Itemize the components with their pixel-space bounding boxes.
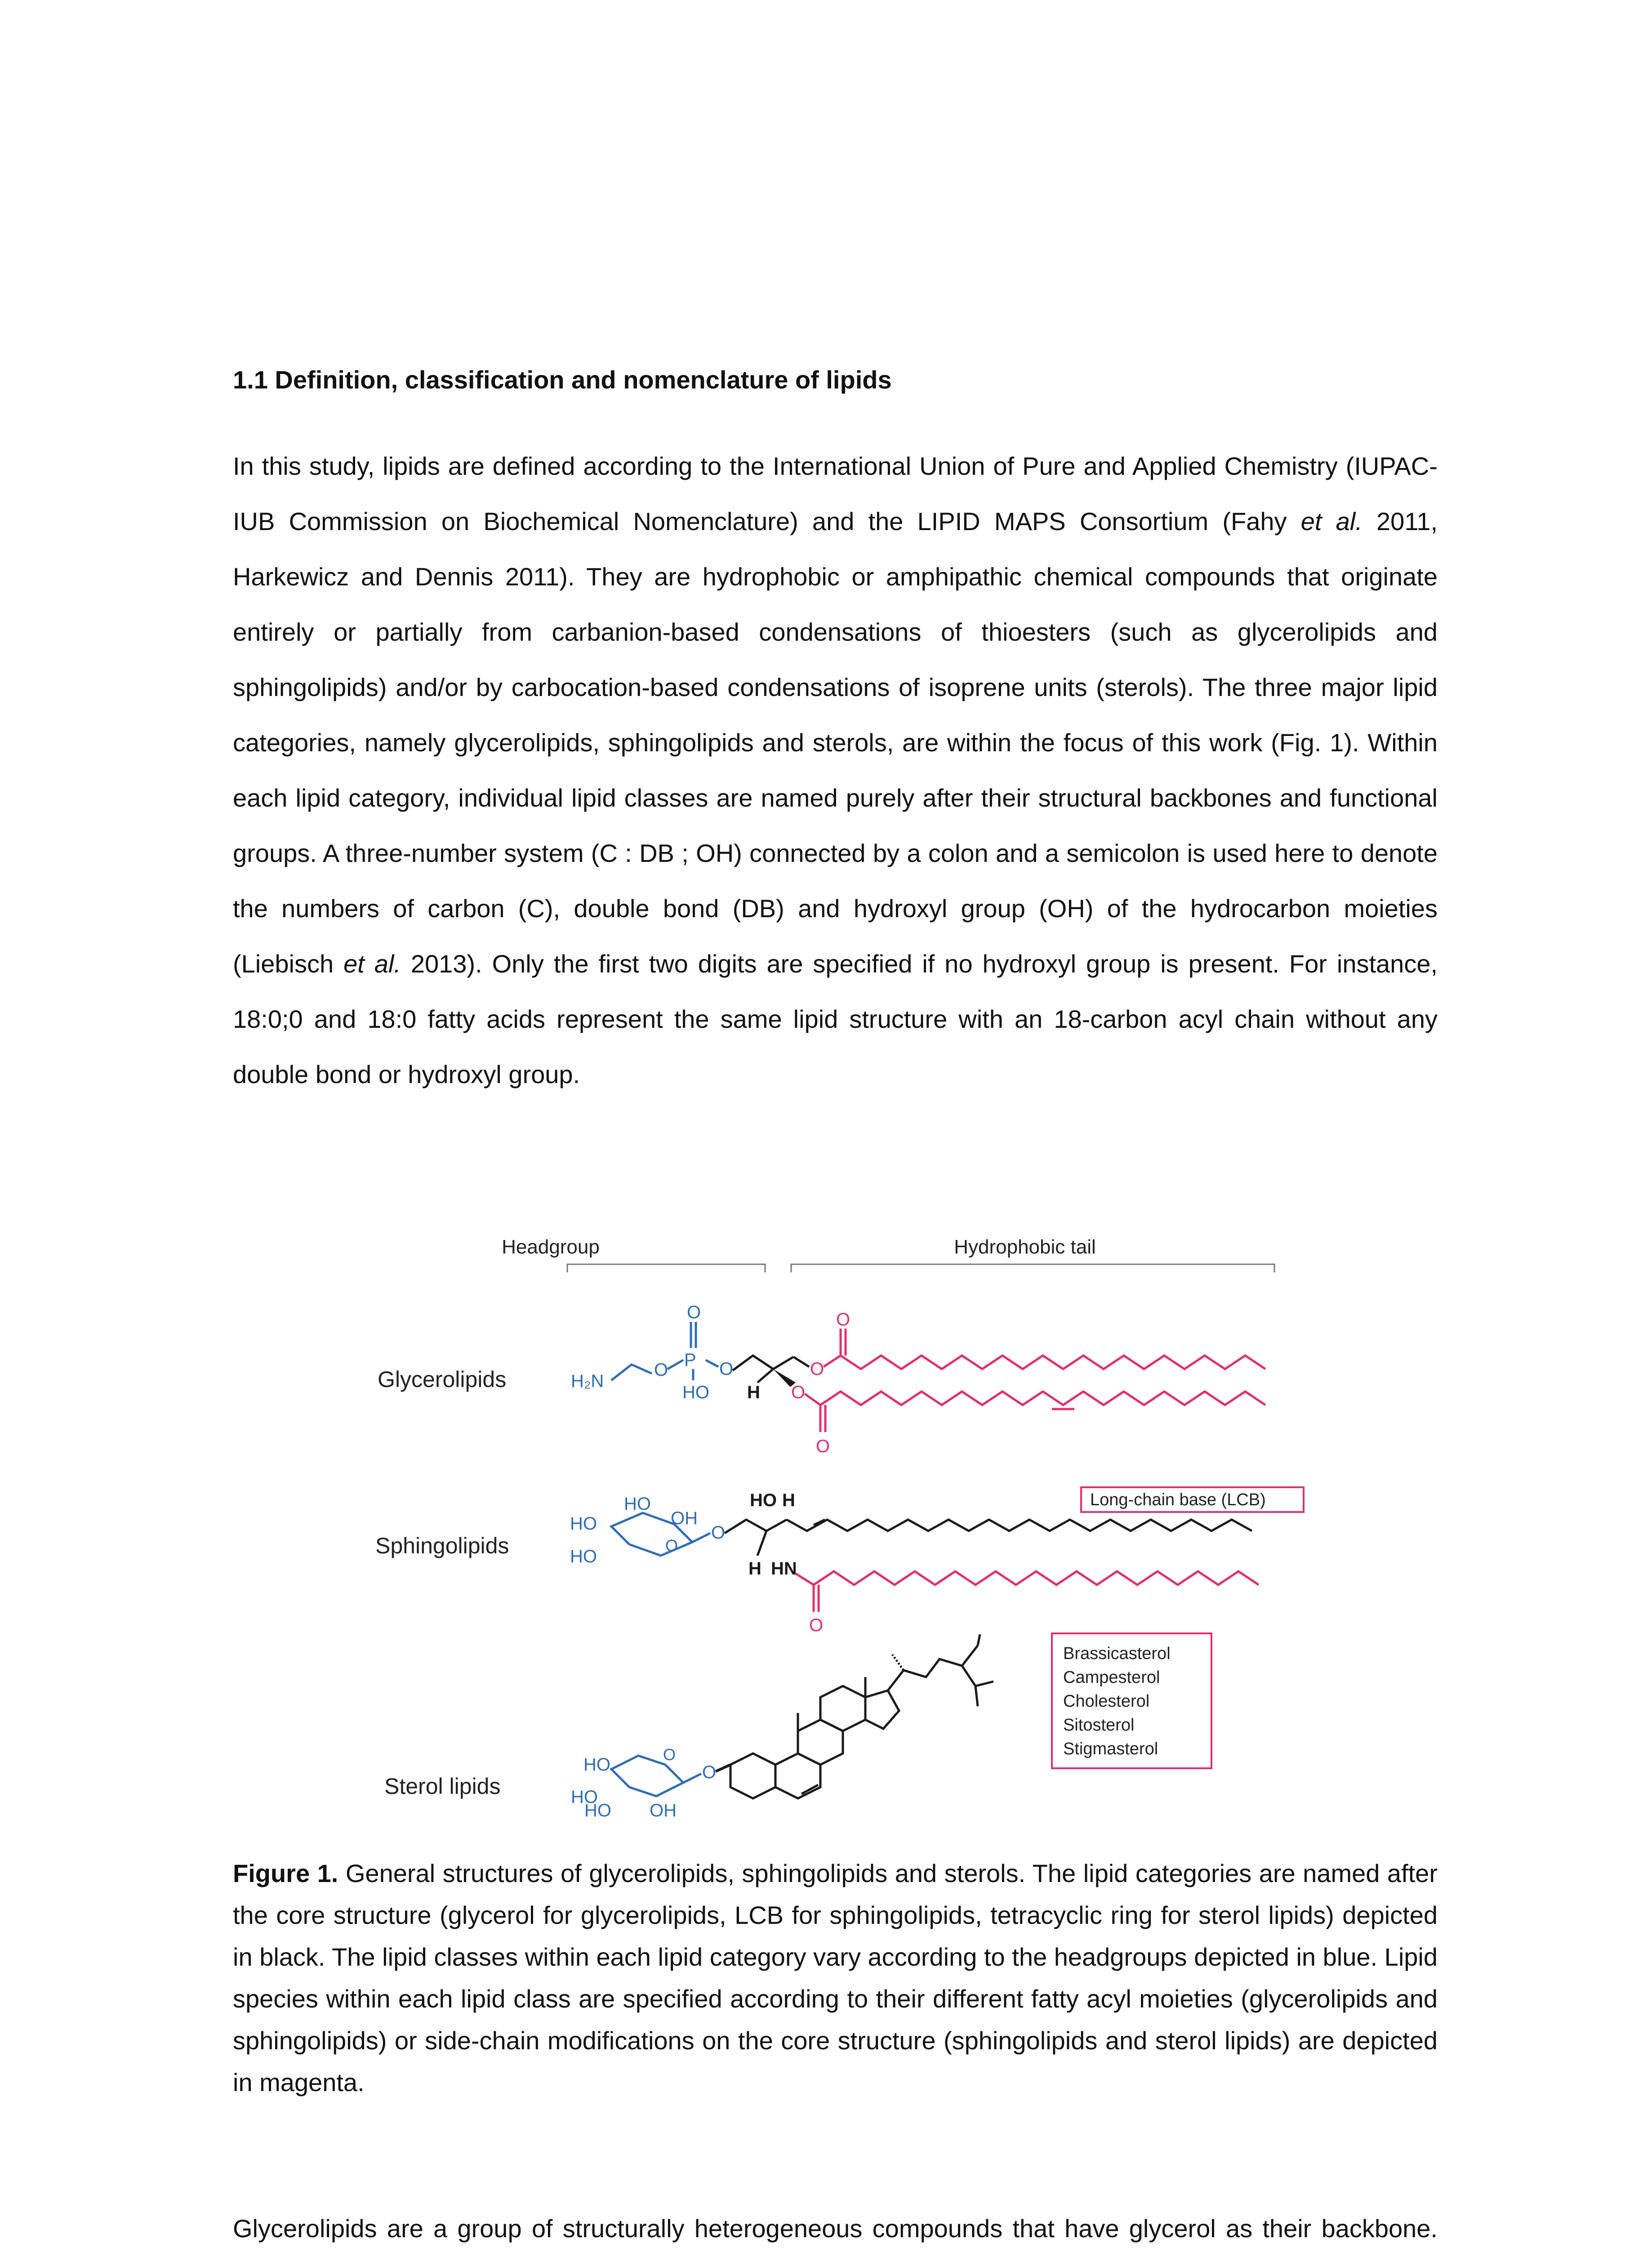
sterol-name: Sitosterol xyxy=(1063,1716,1135,1735)
sterol-name: Brassicasterol xyxy=(1063,1644,1171,1663)
hydrophobic-tail-label: Hydrophobic tail xyxy=(954,1236,1096,1258)
atom-label: HO xyxy=(583,1755,610,1775)
row-label-glycerolipids: Glycerolipids xyxy=(378,1367,507,1392)
sphingolipid-structure xyxy=(570,1487,1304,1635)
headgroup-label: Headgroup xyxy=(502,1236,600,1258)
atom-label: H xyxy=(782,1490,795,1510)
atom-label: HO xyxy=(571,1787,598,1807)
atom-label: P xyxy=(684,1350,696,1370)
atom-label: O xyxy=(836,1310,850,1329)
atom-label: HO xyxy=(682,1383,709,1402)
italic-run: et al. xyxy=(343,950,401,978)
atom-label: OH xyxy=(650,1801,677,1820)
sterol-name: Cholesterol xyxy=(1063,1692,1150,1711)
atom-label: HO xyxy=(570,1514,597,1534)
atom-label: H xyxy=(748,1559,761,1579)
atom-label: O xyxy=(665,1536,678,1555)
atom-label: O xyxy=(711,1523,726,1543)
atom-label: OH xyxy=(671,1508,698,1528)
figure-caption xyxy=(233,1852,1438,2103)
headgroup-bracket xyxy=(567,1264,765,1272)
lcb-label: Long-chain base (LCB) xyxy=(1090,1490,1266,1509)
body-paragraph: Glycerolipids are a group of structurally heterogeneous compounds that have glycerol as their backbone. xyxy=(233,2214,1438,2243)
section-heading: 1.1 Definition, classification and nomenclature of lipids xyxy=(233,366,892,394)
tail-bracket xyxy=(791,1264,1274,1272)
row-label-sterol-lipids: Sterol lipids xyxy=(384,1774,501,1799)
atom-label: O xyxy=(702,1762,717,1782)
atom-label: HO xyxy=(750,1490,777,1510)
text-run: 2011, Harkewicz and Dennis 2011). They are hydrophobic or amphipathic chemical compounds that originate entirely or partially from carbanion-based condensations of thioesters (such as glycerolipids and sphingolipids) and/or by carbocation-based condensations of isoprene units (sterols). The three major lipid categories, namely glycerolipids, sphingolipids and sterols, are within the focus of this work (Fig. 1). Within each lipid category, individual lipid classes are named purely after their structural backbones and functional groups. A three-number system (C : DB ; OH) connected by a colon and a semicolon is used here to denote the numbers of carbon (C), double bond (DB) and hydroxyl group (OH) of the hydrocarbon moieties (Liebisch xyxy=(233,507,1438,978)
text-run: In this study, lipids are defined according to the International Union of Pure and Applied Chemistry (IUPAC-IUB Commission on Biochemical Nomenclature) and the LIPID MAPS Consortium (Fahy xyxy=(233,452,1438,535)
glycerolipid-structure xyxy=(571,1302,1265,1456)
text-run: 2013). Only the first two digits are specified if no hydroxyl group is present. For instance, 18:0;0 and 18:0 fatty acids represent the same lipid structure with an 18-carbon acyl chain without any double bond or hydroxyl group. xyxy=(233,950,1438,1088)
atom-label: O xyxy=(663,1745,676,1764)
atom-label: H xyxy=(747,1383,760,1402)
figure-1-lipid-structures xyxy=(351,1232,1322,1834)
body-paragraph xyxy=(233,438,1438,1102)
italic-run: et al. xyxy=(1300,507,1363,535)
row-label-sphingolipids: Sphingolipids xyxy=(375,1533,509,1558)
caption-text: General structures of glycerolipids, sphingolipids and sterols. The lipid categories are named after the core structure (glycerol for glycerolipids, LCB for sphingolipids, tetracyclic ring for sterol lipids) depicted in black. The lipid classes within each lipid category vary according to the headgroups depicted in blue. Lipid species within each lipid class are specified according to their different fatty acyl moieties (glycerolipids and sphingolipids) or side-chain modifications on the core structure (sphingolipids and sterol lipids) are depicted in magenta. xyxy=(233,1859,1438,2096)
atom-label: O xyxy=(719,1359,734,1379)
atom-label: O xyxy=(816,1436,830,1456)
caption-label: Figure 1. xyxy=(233,1859,338,1887)
sterol-name: Campesterol xyxy=(1063,1668,1160,1687)
atom-label: O xyxy=(810,1359,824,1379)
atom-label: O xyxy=(809,1615,824,1635)
atom-label: HN xyxy=(771,1559,797,1579)
atom-label: O xyxy=(687,1302,701,1322)
atom-label: HO xyxy=(570,1547,597,1566)
atom-label: HO xyxy=(624,1494,651,1514)
atom-label: H₂N xyxy=(571,1371,604,1391)
atom-label: O xyxy=(654,1360,668,1380)
sterol-lipid-structure xyxy=(571,1633,1211,1820)
atom-label: O xyxy=(791,1383,806,1402)
sterol-name: Stigmasterol xyxy=(1063,1740,1158,1758)
atom-label: HO xyxy=(584,1801,611,1820)
